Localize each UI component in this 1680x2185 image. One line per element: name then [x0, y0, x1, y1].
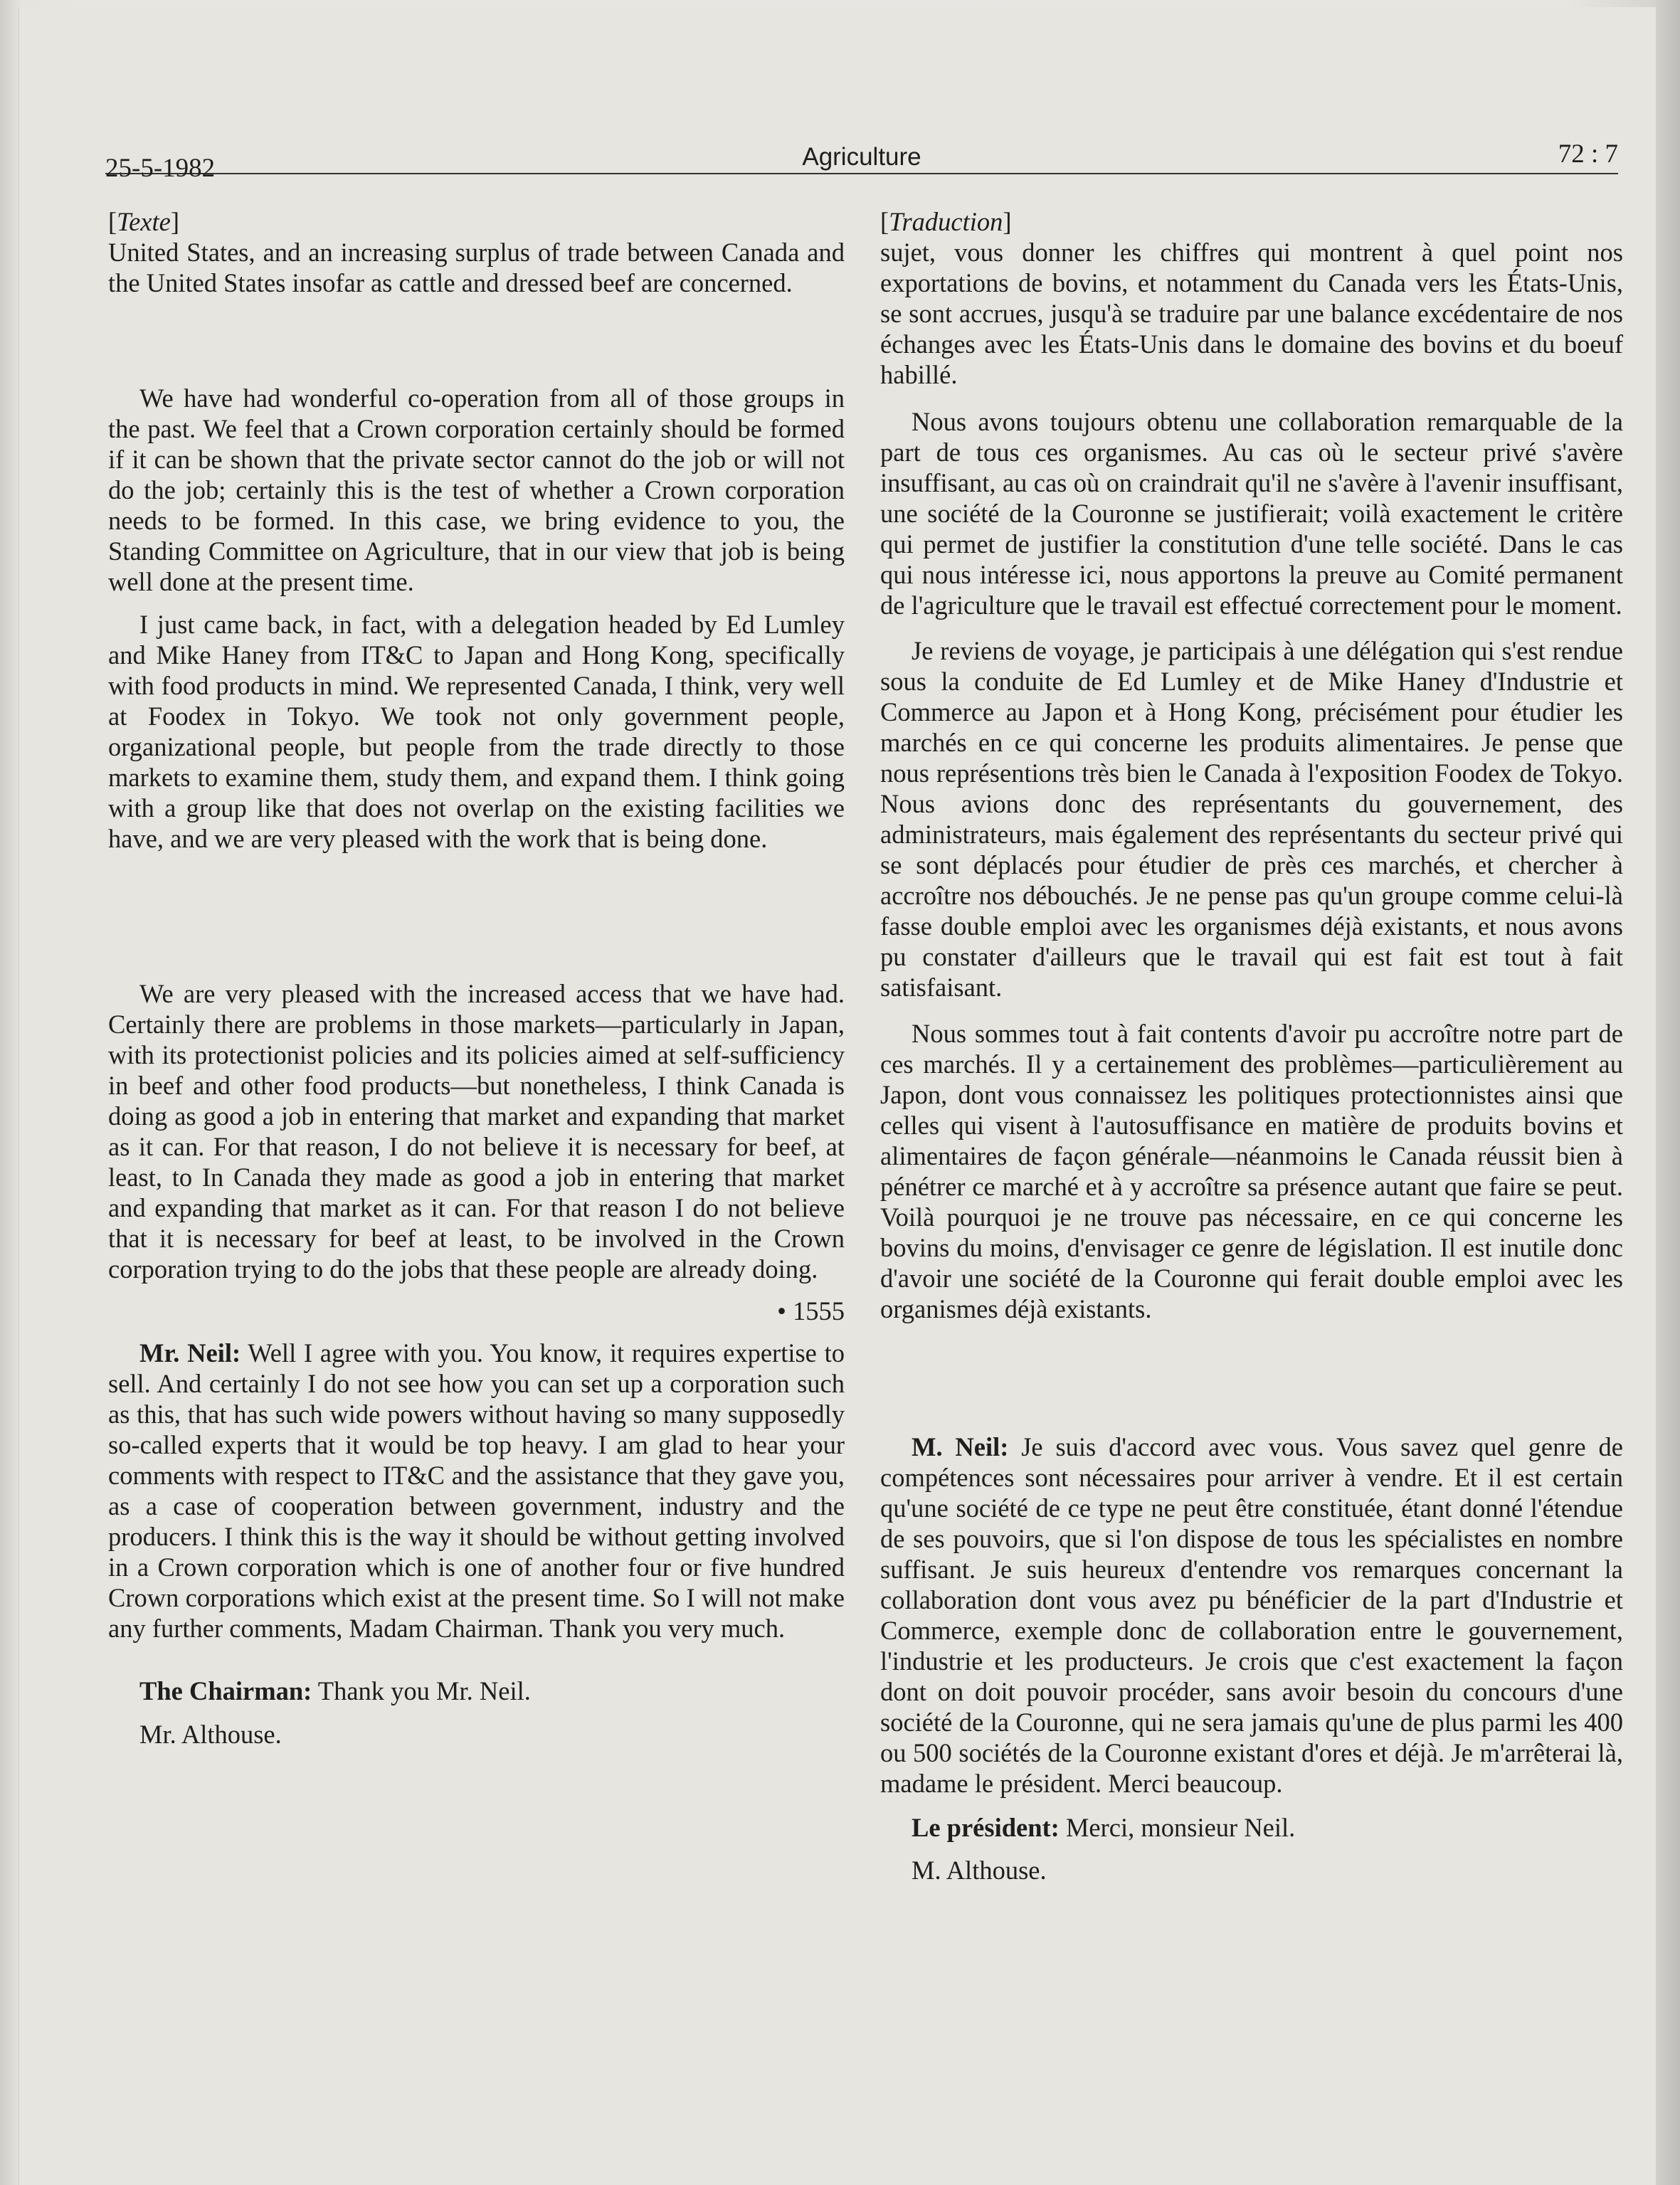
time-marker: • 1555: [777, 1296, 845, 1326]
speaker-name: Mr. Neil:: [139, 1338, 241, 1367]
speaker-name: M. Neil:: [912, 1432, 1009, 1461]
next-speaker: Mr. Althouse.: [139, 1720, 282, 1749]
speaker-paragraph: [880, 1432, 1623, 1799]
speech-text: Merci, monsieur Neil.: [1059, 1813, 1296, 1842]
speech-text: Well I agree with you. You know, it requires expertise to sell. And certainly I do not see how you can set up a corporation such as this, that has such wide powers without having so many supposedly so-called experts that it would be top heavy. I am glad to hear your comments with respect to IT&C and the assistance that they gave you, as a case of cooperation between government, industry and the producers. I think this is the way it should be without getting involved in a Crown corporation which is one of another four or five hundred Crown corporations which exist at the present time. So I will not make any further comments, Madam Chairman. Thank you very much.: [108, 1338, 845, 1643]
paragraph: Je reviens de voyage, je participais à une délégation qui s'est rendue sous la conduite de Ed Lumley et de Mike Haney d'Industrie et Commerce au Japon et à Hong Kong, précisément pour étudier les marchés en ce qui concerne les produits alimentaires. Je pense que nous représentions très bien le Canada à l'exposition Foodex de Tokyo. Nous avions donc des représentants du gouvernement, des administrateurs, mais également des représentants du secteur privé qui se sont déplacés pour étudier de près ces marchés, et chercher à accroître nos débouchés. Je ne pense pas qu'un groupe comme celui-là fasse double emploi avec les organismes déjà existants, et nous avons pu constater d'ailleurs que le travail qui est fait est tout à fait satisfaisant.: [880, 636, 1623, 1002]
paragraph: sujet, vous donner les chiffres qui montrent à quel point nos exportations de bovins, et notamment du Canada vers les États-Unis, se sont accrues, jusqu'à se traduire par une balance excédentaire de nos échanges avec les États-Unis dans le domaine des bovins et du boeuf habillé.: [880, 238, 1623, 389]
header-page-number: 72 : 7: [1558, 139, 1618, 169]
header-title: Agriculture: [802, 143, 921, 171]
english-column: [108, 206, 845, 1750]
speaker-paragraph: [108, 1338, 845, 1644]
paragraph: We are very pleased with the increased access that we have had. Certainly there are problems in those markets—particularly in Japan, with its protectionist policies and its policies aimed at self-sufficiency in beef and other food products—but nonetheless, I think Canada is doing as good a job in entering that market and expanding that market as it can. For that reason, I do not believe it is necessary for beef, at least, to In Canada they made as good a job in entering that market and expanding that market as it can. For that reason I do not believe that it is necessary for beef at least, to be involved in the Crown corporation trying to do the jobs that these people are already doing.: [108, 979, 845, 1284]
column-label-text: Texte: [117, 207, 171, 236]
paragraph: Nous sommes tout à fait contents d'avoir pu accroître notre part de ces marchés. Il y a certainement des problèmes—particulièrement au Japon, dont vous connaissez les politiques protectionnistes ainsi que celles qui visent à l'autosuffisance en matière de produits bovins et alimentaires de façon générale—néanmoins le Canada réussit bien à pénétrer ce marché et à y accroître sa présence autant que faire se peut. Voilà pourquoi je ne trouve pas nécessaire, en ce qui concerne les bovins du moins, d'envisager ce genre de législation. Il est inutile donc d'avoir une société de la Couronne qui ferait double emploi avec les organismes déjà existants.: [880, 1019, 1623, 1323]
paragraph: We have had wonderful co-operation from all of those groups in the past. We feel that a Crown corporation certainly should be formed if it can be shown that the private sector cannot do the job or will not do the job; certainly this is the test of whether a Crown corporation needs to be formed. In this case, we bring evidence to you, the Standing Committee on Agriculture, that in our view that job is being well done at the present time.: [108, 383, 845, 596]
speaker-name: Le président:: [912, 1813, 1060, 1842]
french-column: [880, 206, 1623, 1885]
next-speaker: M. Althouse.: [912, 1856, 1047, 1885]
paragraph: I just came back, in fact, with a delegation headed by Ed Lumley and Mike Haney from IT&C to Japan and Hong Kong, specifically with food products in mind. We represented Canada, I think, very well at Foodex in Tokyo. We took not only government people, organizational people, but people from the trade directly to those markets to examine them, study them, and expand them. I think going with a group like that does not overlap on the existing facilities we have, and we are very pleased with the work that is being done.: [108, 610, 845, 853]
speaker-paragraph: [108, 1676, 845, 1706]
speaker-name: The Chairman:: [139, 1676, 312, 1705]
speaker-paragraph: [880, 1812, 1623, 1843]
paragraph: Nous avons toujours obtenu une collaboration remarquable de la part de tous ces organismes. Au cas où le secteur privé s'avère insuffisant, au cas où on craindrait qu'il ne s'avère à l'avenir insuffisant, une société de la Couronne se justifierait; voilà exactement le critère qui permet de justifier la constitution d'une telle société. Dans le cas qui nous intéresse ici, nous apportons la preuve au Comité permanent de l'agriculture que le travail est effectué correctement pour le moment.: [880, 407, 1623, 620]
column-label: [Traduction]: [880, 207, 1012, 236]
speech-text: Je suis d'accord avec vous. Vous savez quel genre de compétences sont nécessaires pour arriver à vendre. Et il est certain qu'une société de ce type ne peut être constituée, étant donné l'étendue de ses pouvoirs, que si l'on dispose de tous les spécialistes en nombre suffisant. Je suis heureux d'entendre vos remarques concernant la collaboration dont vous avez pu bénéficier de la part d'Industrie et Commerce, exemple donc de collaboration entre le gouvernement, l'industrie et les producteurs. Je crois que c'est exactement la façon dont on doit pouvoir procéder, sans avoir besoin du concours d'une société de la Couronne, qui ne sera jamais qu'une de plus parmi les 400 ou 500 sociétés de la Couronne existant d'ores et déjà. Je m'arrêterai là, madame le président. Merci beaucoup.: [880, 1432, 1623, 1798]
column-label-text: Traduction: [889, 207, 1003, 236]
paragraph: United States, and an increasing surplus of trade between Canada and the United States insofar as cattle and dressed beef are concerned.: [108, 238, 845, 297]
speech-text: Thank you Mr. Neil.: [312, 1676, 531, 1705]
header-date: 25-5-1982: [105, 154, 216, 183]
page-header: [105, 139, 1618, 183]
column-label: [Texte]: [108, 207, 180, 236]
